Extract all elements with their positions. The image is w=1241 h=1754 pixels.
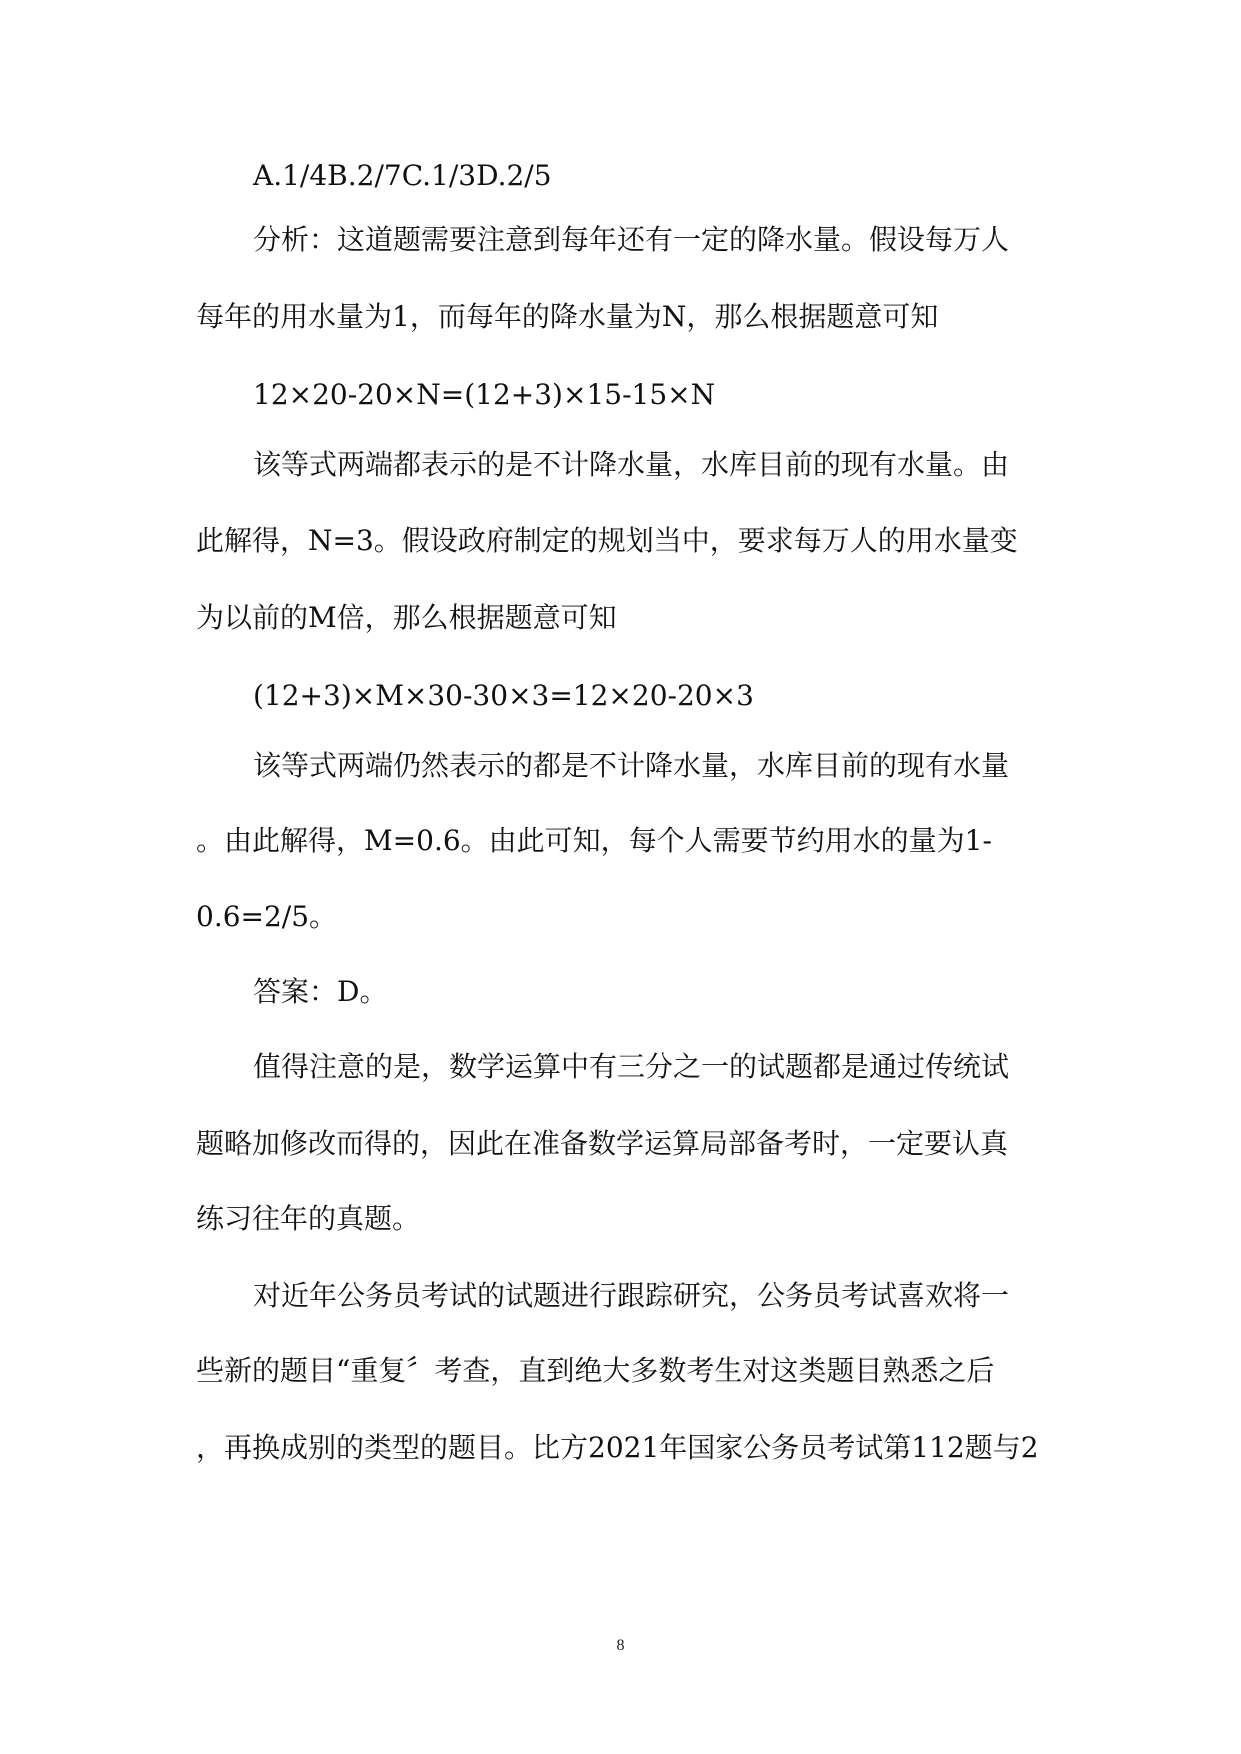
equation-line-2: (12+3)×M×30-30×3=12×20-20×3 — [253, 679, 754, 712]
explanation-line-6: 0.6=2/5。 — [196, 900, 338, 933]
analysis-line-1: 分析：这道题需要注意到每年还有一定的降水量。假设每万人 — [253, 223, 1010, 256]
answer-line: 答案：D。 — [253, 975, 388, 1008]
note-line-3: 练习往年的真题。 — [196, 1202, 421, 1235]
explanation-line-3: 为以前的M倍，那么根据题意可知 — [196, 601, 617, 634]
note-line-1: 值得注意的是，数学运算中有三分之一的试题都是通过传统试 — [253, 1050, 1010, 1083]
answer-options-line: A.1/4B.2/7C.1/3D.2/5 — [253, 159, 552, 192]
page-number: 8 — [616, 1637, 625, 1654]
explanation-line-2: 此解得，N=3。假设政府制定的规划当中，要求每万人的用水量变 — [196, 524, 1018, 557]
explanation-line-4: 该等式两端仍然表示的都是不计降水量，水库目前的现有水量 — [253, 749, 1010, 782]
research-line-2: 些新的题目“重复〞考查，直到绝大多数考生对这类题目熟悉之后 — [196, 1354, 995, 1387]
explanation-line-1: 该等式两端都表示的是不计降水量，水库目前的现有水量。由 — [253, 448, 1010, 481]
research-line-3: ，再换成别的类型的题目。比方2021年国家公务员考试第112题与2 — [196, 1431, 1039, 1464]
note-line-2: 题略加修改而得的，因此在准备数学运算局部备考时，一定要认真 — [196, 1127, 1009, 1160]
equation-line-1: 12×20-20×N=(12+3)×15-15×N — [253, 378, 716, 411]
explanation-line-5: 。由此解得，M=0.6。由此可知，每个人需要节约用水的量为1- — [196, 824, 992, 857]
research-line-1: 对近年公务员考试的试题进行跟踪研究，公务员考试喜欢将一 — [253, 1279, 1010, 1312]
analysis-line-2: 每年的用水量为1，而每年的降水量为N，那么根据题意可知 — [196, 300, 939, 333]
